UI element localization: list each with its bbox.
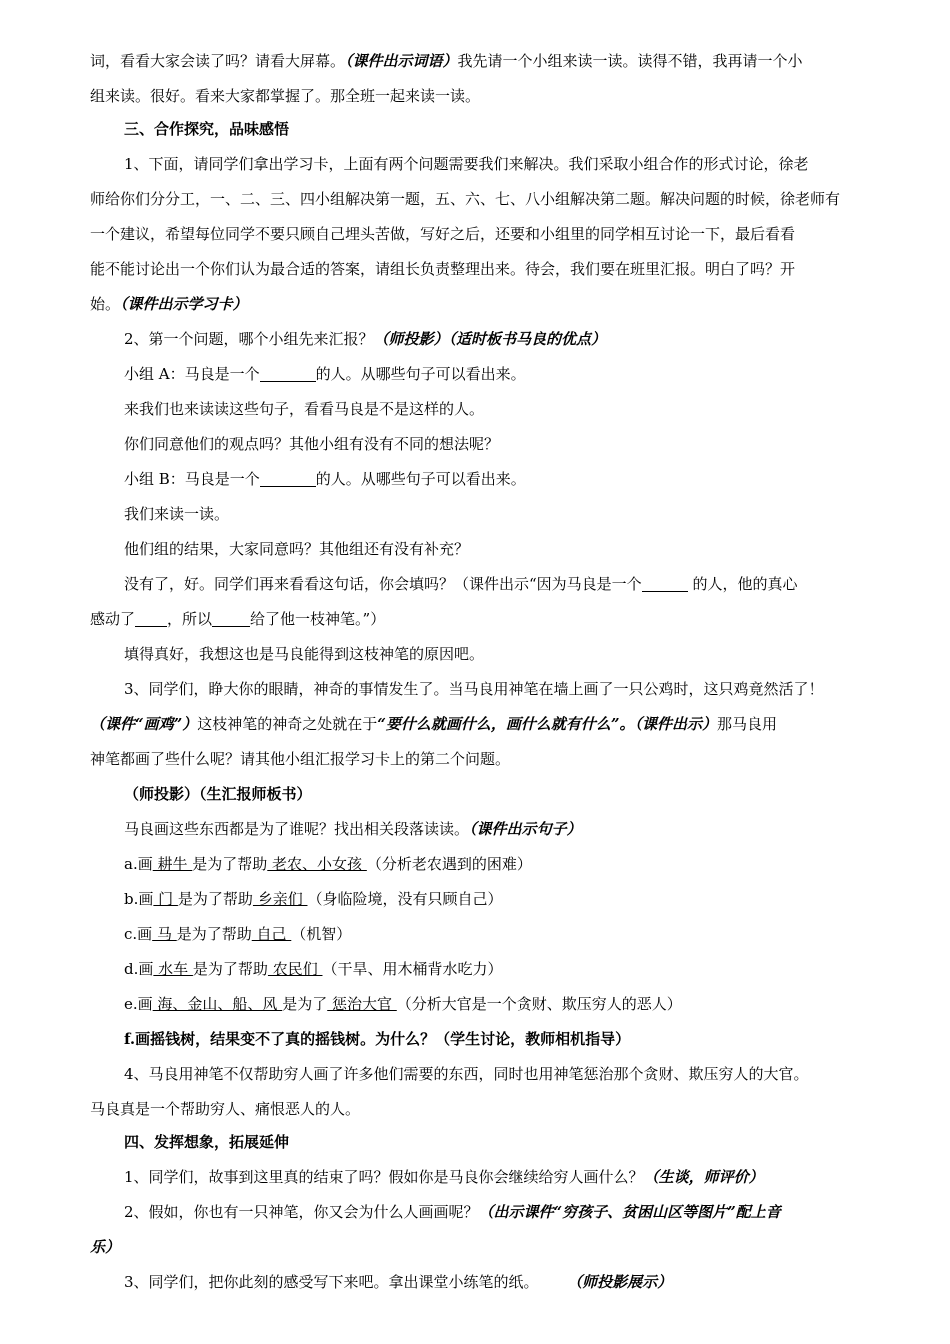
answer: 门 <box>153 890 178 908</box>
text: 是为了帮助 <box>177 890 253 908</box>
document-page <box>90 44 860 1300</box>
text-line <box>90 1057 860 1092</box>
answer: 水车 <box>153 960 193 978</box>
list-item <box>90 987 860 1022</box>
text-line <box>90 1160 860 1195</box>
text: 一个建议，希望每位同学不要只顾自己埋头苦做，写好之后，还要和小组里的同学相互讨论一下，最后看看 <box>90 225 796 243</box>
answer: 耕牛 <box>152 855 193 873</box>
fill-blank <box>260 470 316 487</box>
teacher-note: （师投影）（生汇报师板书） <box>124 785 312 803</box>
text: e.画 <box>124 995 153 1013</box>
text: （分析老农遇到的困难） <box>366 855 532 873</box>
answer: 惩治大官 <box>327 995 397 1013</box>
text: 神笔都画了些什么呢？请其他小组汇报学习卡上的第二个问题。 <box>90 750 511 768</box>
text: 小组 B：马良是一个 <box>124 470 260 488</box>
text-line <box>90 532 860 567</box>
text: c.画 <box>124 925 153 943</box>
text: 他们组的结果，大家同意吗？其他组还有没有补充？ <box>124 540 470 558</box>
text: 3、同学们，睁大你的眼睛，神奇的事情发生了。当马良用神笔在墙上画了一只公鸡时，这只鸡竟然活了！ <box>124 680 824 698</box>
text: d.画 <box>124 960 154 978</box>
answer: 海、金山、船、风 <box>152 995 283 1013</box>
text: 我们来读一读。 <box>124 505 230 523</box>
text: 3、同学们，把你此刻的感受写下来吧。拿出课堂小练笔的纸。 <box>124 1273 539 1291</box>
answer: 乡亲们 <box>252 890 308 908</box>
heading-text: 四、发挥想象，拓展延伸 <box>124 1133 290 1151</box>
text-line <box>90 672 860 707</box>
text-line <box>90 79 860 114</box>
text: 是为了帮助 <box>192 960 268 978</box>
text-line <box>90 252 860 287</box>
text-line <box>90 742 860 777</box>
text: b.画 <box>124 890 154 908</box>
text: 是为了帮助 <box>192 855 268 873</box>
text: 始。 <box>90 295 121 313</box>
text: ，所以 <box>167 610 213 628</box>
text: 给了他一枝神笔。”） <box>250 610 386 628</box>
text: 那马良用 <box>717 715 778 733</box>
courseware-note: “要什么就画什么，画什么就有什么”。（课件出示） <box>377 715 718 733</box>
heading-text: 三、合作探究，品味感悟 <box>124 120 290 138</box>
text: 的人。从哪些句子可以看出来。 <box>315 365 526 383</box>
text-line <box>90 812 860 847</box>
text-line <box>90 427 860 462</box>
text: 能不能讨论出一个你们认为最合适的答案，请组长负责整理出来。待会，我们要在班里汇报。明白了吗？开 <box>90 260 796 278</box>
text: f.画摇钱树，结果变不了真的摇钱树。为什么？（学生讨论，教师相机指导） <box>124 1030 631 1048</box>
list-item <box>90 882 860 917</box>
text: 你们同意他们的观点吗？其他小组有没有不同的想法呢？ <box>124 435 500 453</box>
text: 4、马良用神笔不仅帮助穷人画了许多他们需要的东西，同时也用神笔惩治那个贪财、欺压穷人的大官。 <box>124 1065 809 1083</box>
text: 是为了 <box>282 995 328 1013</box>
list-item <box>90 1022 860 1057</box>
text-line <box>90 567 860 602</box>
text-line <box>90 1265 860 1300</box>
text: （身临险境，没有只顾自己） <box>307 890 503 908</box>
answer: 老农、小女孩 <box>267 855 367 873</box>
text: 来我们也来读读这些句子，看看马良是不是这样的人。 <box>124 400 485 418</box>
text-line <box>90 392 860 427</box>
text: 2、假如，你也有一只神笔，你又会为什么人画画呢？ <box>124 1203 479 1221</box>
text: 的人。从哪些句子可以看出来。 <box>315 470 526 488</box>
courseware-note: （课件出示学习卡） <box>120 295 248 313</box>
answer: 农民们 <box>267 960 323 978</box>
text-line <box>90 287 860 322</box>
answer: 自己 <box>251 925 292 943</box>
text-line <box>90 777 860 812</box>
courseware-note: （出示课件“穷孩子、贫困山区等图片”配上音 <box>478 1203 781 1221</box>
teacher-note: （生谈，师评价） <box>643 1168 764 1186</box>
text: 是为了帮助 <box>176 925 252 943</box>
courseware-note: （课件“画鸡”） <box>90 715 198 733</box>
text: 填得真好，我想这也是马良能得到这枝神笔的原因吧。 <box>124 645 485 663</box>
text: 1、下面，请同学们拿出学习卡，上面有两个问题需要我们来解决。我们采取小组合作的形式讨论，徐老 <box>124 155 809 173</box>
text: （干旱、用木桶背水吃力） <box>322 960 503 978</box>
text: 这枝神笔的神奇之处就在于 <box>197 715 378 733</box>
teacher-note: （师投影展示） <box>567 1273 673 1291</box>
fill-blank <box>212 610 250 627</box>
text-line <box>90 497 860 532</box>
answer: 马 <box>152 925 177 943</box>
list-item <box>90 917 860 952</box>
text-line <box>90 602 860 637</box>
text-line <box>90 182 860 217</box>
fill-blank <box>642 575 688 592</box>
fill-blank <box>135 610 167 627</box>
courseware-note: （课件出示句子） <box>469 820 582 838</box>
text: 词，看看大家会读了吗？请看大屏幕。 <box>90 52 346 70</box>
section-heading <box>90 1125 860 1160</box>
text: 马良画这些东西都是为了谁呢？找出相关段落读读。 <box>124 820 470 838</box>
text-line <box>90 357 860 392</box>
text-line <box>90 1230 860 1265</box>
text: 我先请一个小组来读一读。读得不错，我再请一个小 <box>457 52 803 70</box>
text: 1、同学们，故事到这里真的结束了吗？假如你是马良你会继续给穷人画什么？ <box>124 1168 644 1186</box>
list-item <box>90 847 860 882</box>
text-line <box>90 1092 860 1127</box>
list-item <box>90 952 860 987</box>
teacher-note: （师投影）（适时板书马良的优点） <box>373 330 607 348</box>
text: 没有了，好。同学们再来看看这句话，你会填吗？（课件出示“因为马良是一个 <box>124 575 642 593</box>
text: 感动了 <box>90 610 136 628</box>
courseware-note: 乐） <box>90 1238 121 1256</box>
text-line <box>90 217 860 252</box>
text: 小组 A：马良是一个 <box>124 365 260 383</box>
fill-blank <box>260 365 316 382</box>
text: 师给你们分分工，一、二、三、四小组解决第一题，五、六、七、八小组解决第二题。解决问题的时候，徐老师有 <box>90 190 841 208</box>
text: 的人，他的真心 <box>687 575 798 593</box>
section-heading <box>90 112 860 147</box>
text: 组来读。很好。看来大家都掌握了。那全班一起来读一读。 <box>90 87 481 105</box>
text-line <box>90 637 860 672</box>
text: 马良真是一个帮助穷人、痛恨恶人的人。 <box>90 1100 361 1118</box>
text: （分析大官是一个贪财、欺压穷人的恶人） <box>396 995 682 1013</box>
courseware-note: （课件出示词语） <box>345 52 458 70</box>
text-line <box>90 44 860 79</box>
text-line <box>90 147 860 182</box>
text: 2、第一个问题，哪个小组先来汇报？ <box>124 330 374 348</box>
text-line <box>90 707 860 742</box>
text-line <box>90 462 860 497</box>
text: （机智） <box>291 925 352 943</box>
text: a.画 <box>124 855 153 873</box>
text-line <box>90 1195 860 1230</box>
text-line <box>90 322 860 357</box>
